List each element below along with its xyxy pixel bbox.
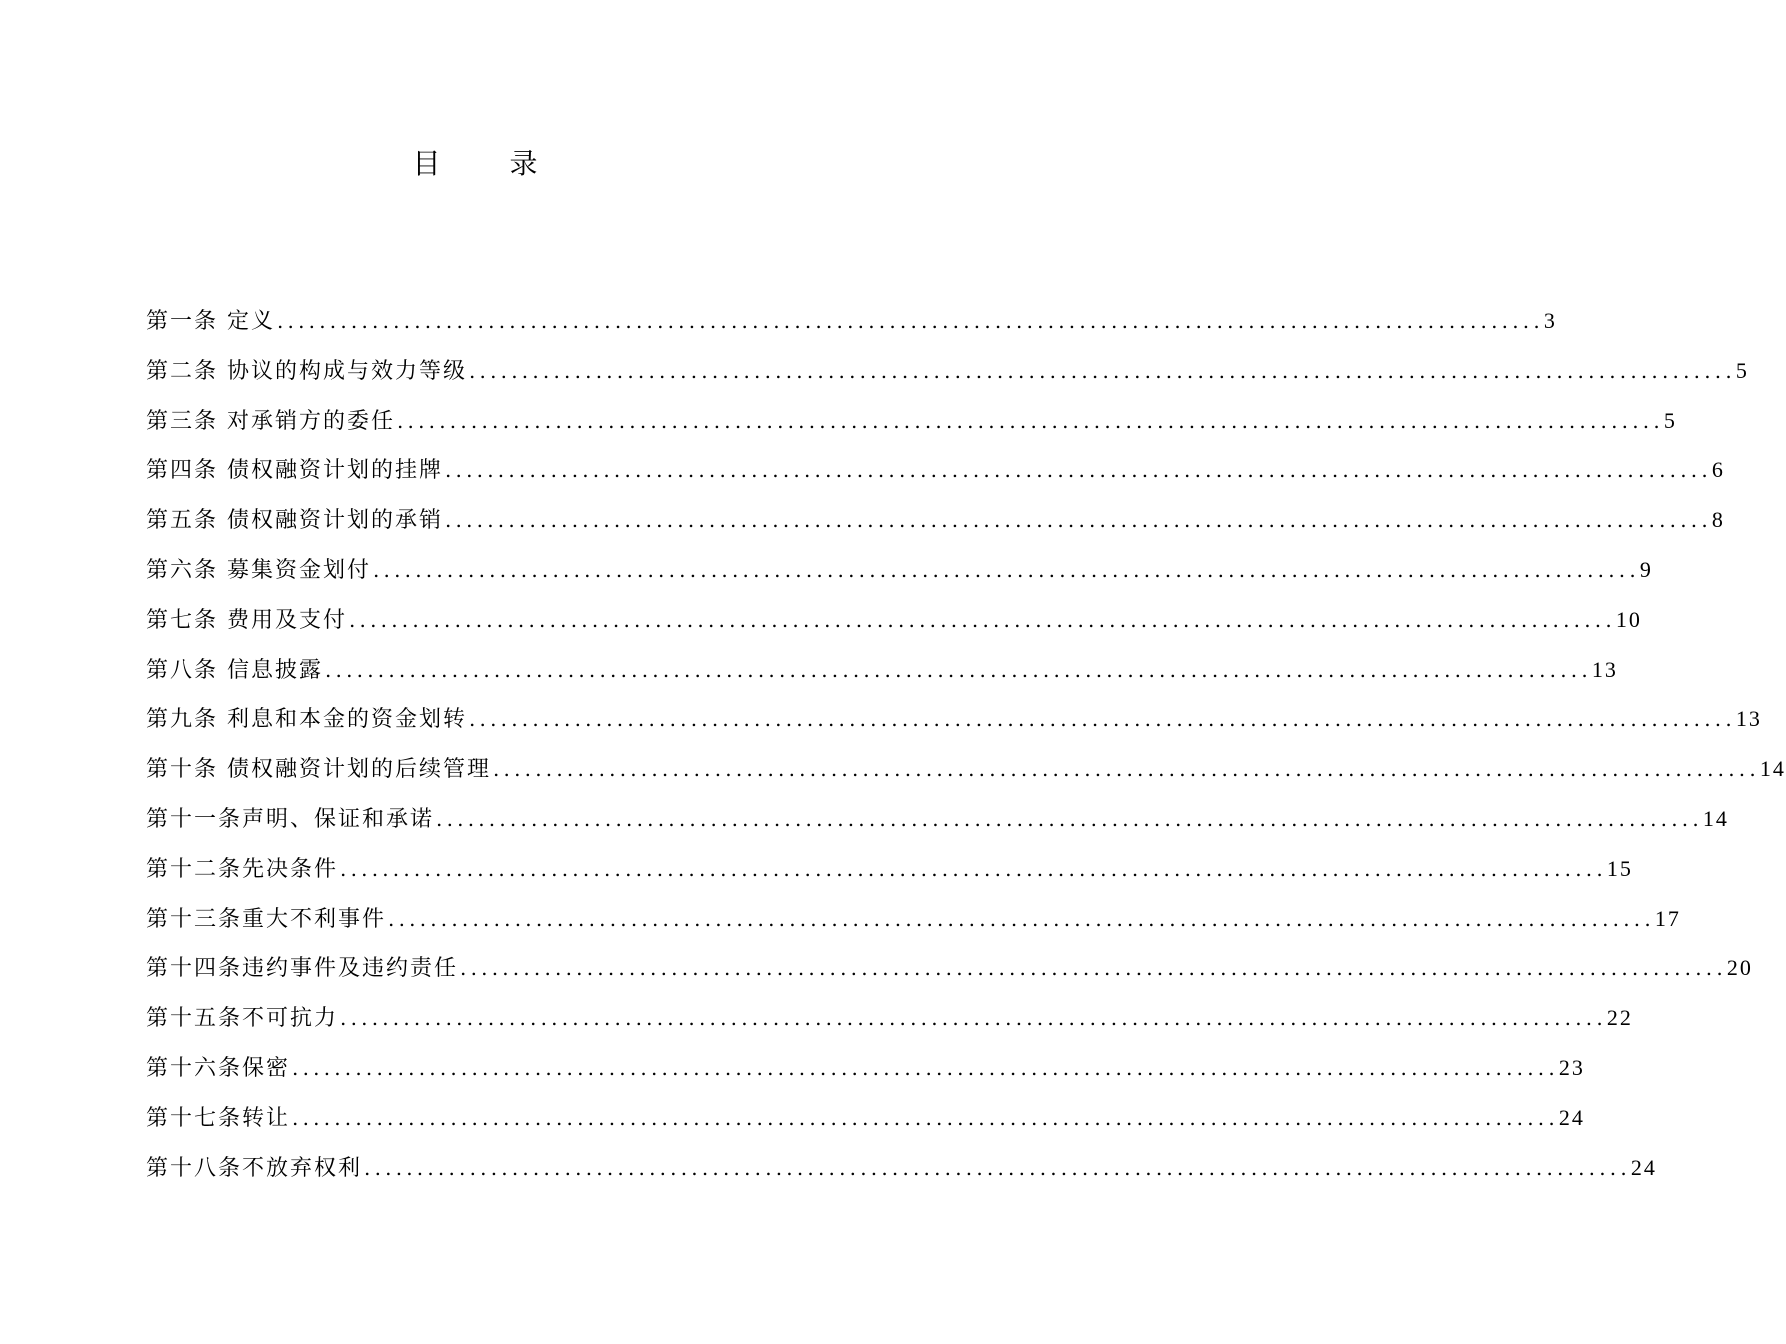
toc-entry[interactable]: [146, 396, 1677, 446]
toc-entry[interactable]: [146, 844, 1633, 894]
toc-entry[interactable]: [146, 794, 1729, 844]
toc-entry-label: 第三条 对承销方的委任: [146, 408, 395, 434]
toc-entry[interactable]: [146, 645, 1618, 695]
toc-entry-label: 第十三条重大不利事件: [146, 906, 387, 932]
toc-entry[interactable]: [146, 445, 1725, 495]
toc-entry[interactable]: [146, 993, 1633, 1043]
toc-entry-page: 20: [1726, 955, 1753, 981]
toc-entry[interactable]: [146, 545, 1653, 595]
toc-entry-label: 第十条 债权融资计划的后续管理: [146, 757, 491, 783]
toc-entry-page: 15: [1606, 855, 1633, 881]
toc-dot-leader: ........................................................................................................................: [325, 657, 1592, 682]
toc-dot-leader: ........................................................................................................................: [460, 956, 1727, 981]
toc-entry-label: 第十五条不可抗力: [146, 1006, 339, 1032]
toc-entry-page: 5: [1735, 357, 1749, 383]
toc-entry-label: 第十六条保密: [146, 1055, 291, 1081]
toc-entry-page: 13: [1735, 706, 1762, 732]
page-title: 目 录: [412, 147, 568, 180]
toc-entry-page: 9: [1639, 556, 1653, 582]
toc-entry-label: 第八条 信息披露: [146, 657, 323, 683]
toc-entry[interactable]: [146, 595, 1642, 645]
toc-entry-label: 第七条 费用及支付: [146, 607, 347, 633]
toc-dot-leader: ........................................................................................................................: [397, 408, 1664, 433]
toc-entry[interactable]: [146, 894, 1681, 944]
toc-entry-label: 第六条 募集资金划付: [146, 557, 371, 583]
toc-entry-page: 17: [1654, 905, 1681, 931]
toc-entry-label: 第二条 协议的构成与效力等级: [146, 358, 467, 384]
toc-entry-label: 第十一条声明、保证和承诺: [146, 806, 435, 832]
toc-entry-label: 第一条 定义: [146, 309, 275, 334]
toc-dot-leader: ........................................................................................................................: [292, 1055, 1559, 1080]
toc-entry[interactable]: [146, 1143, 1657, 1193]
toc-entry-label: 第四条 债权融资计划的挂牌: [146, 458, 443, 484]
toc-entry[interactable]: [146, 346, 1749, 396]
toc-dot-leader: ........................................................................................................................: [469, 358, 1736, 383]
toc-entry-label: 第十八条不放弃权利: [146, 1155, 363, 1181]
toc-entry-page: 3: [1543, 308, 1557, 333]
toc-entry[interactable]: [146, 943, 1753, 993]
toc-dot-leader: ........................................................................................................................: [469, 707, 1736, 732]
toc-entry[interactable]: [146, 296, 1557, 346]
toc-dot-leader: ........................................................................................................................: [349, 607, 1616, 632]
toc-dot-leader: ........................................................................................................................: [493, 757, 1760, 782]
toc-entry-page: 14: [1759, 756, 1786, 782]
toc-entry-page: 6: [1711, 457, 1725, 483]
toc-entry-page: 13: [1591, 656, 1618, 682]
toc-entry[interactable]: [146, 744, 1786, 794]
toc-dot-leader: ........................................................................................................................: [340, 856, 1607, 881]
toc-entry-label: 第九条 利息和本金的资金划转: [146, 707, 467, 733]
toc-dot-leader: ........................................................................................................................: [340, 1006, 1607, 1031]
toc-entry-label: 第十四条违约事件及违约责任: [146, 956, 459, 982]
toc-dot-leader: ........................................................................................................................: [277, 309, 1544, 333]
toc-dot-leader: ........................................................................................................................: [445, 458, 1712, 483]
toc-entry-page: 10: [1615, 606, 1642, 632]
toc-dot-leader: ........................................................................................................................: [388, 906, 1655, 931]
toc-entry[interactable]: [146, 1043, 1585, 1093]
toc-entry-page: 5: [1663, 407, 1677, 433]
toc-entry-page: 14: [1702, 805, 1729, 831]
toc-dot-leader: ........................................................................................................................: [373, 557, 1640, 582]
toc-entry-label: 第十七条转让: [146, 1105, 291, 1131]
table-of-contents: [146, 296, 1786, 1192]
toc-entry-page: 8: [1711, 507, 1725, 533]
toc-dot-leader: ........................................................................................................................: [292, 1105, 1559, 1130]
toc-entry-page: 23: [1558, 1054, 1585, 1080]
toc-entry[interactable]: [146, 1093, 1585, 1143]
toc-entry-label: 第五条 债权融资计划的承销: [146, 508, 443, 534]
toc-dot-leader: ........................................................................................................................: [436, 806, 1703, 831]
toc-entry[interactable]: [146, 694, 1762, 744]
toc-entry-page: 22: [1606, 1005, 1633, 1031]
toc-entry[interactable]: [146, 495, 1725, 545]
toc-dot-leader: ........................................................................................................................: [364, 1155, 1631, 1180]
toc-dot-leader: ........................................................................................................................: [445, 508, 1712, 533]
toc-entry-page: 24: [1558, 1104, 1585, 1130]
toc-entry-page: 24: [1630, 1154, 1657, 1180]
toc-entry-label: 第十二条先决条件: [146, 856, 339, 882]
